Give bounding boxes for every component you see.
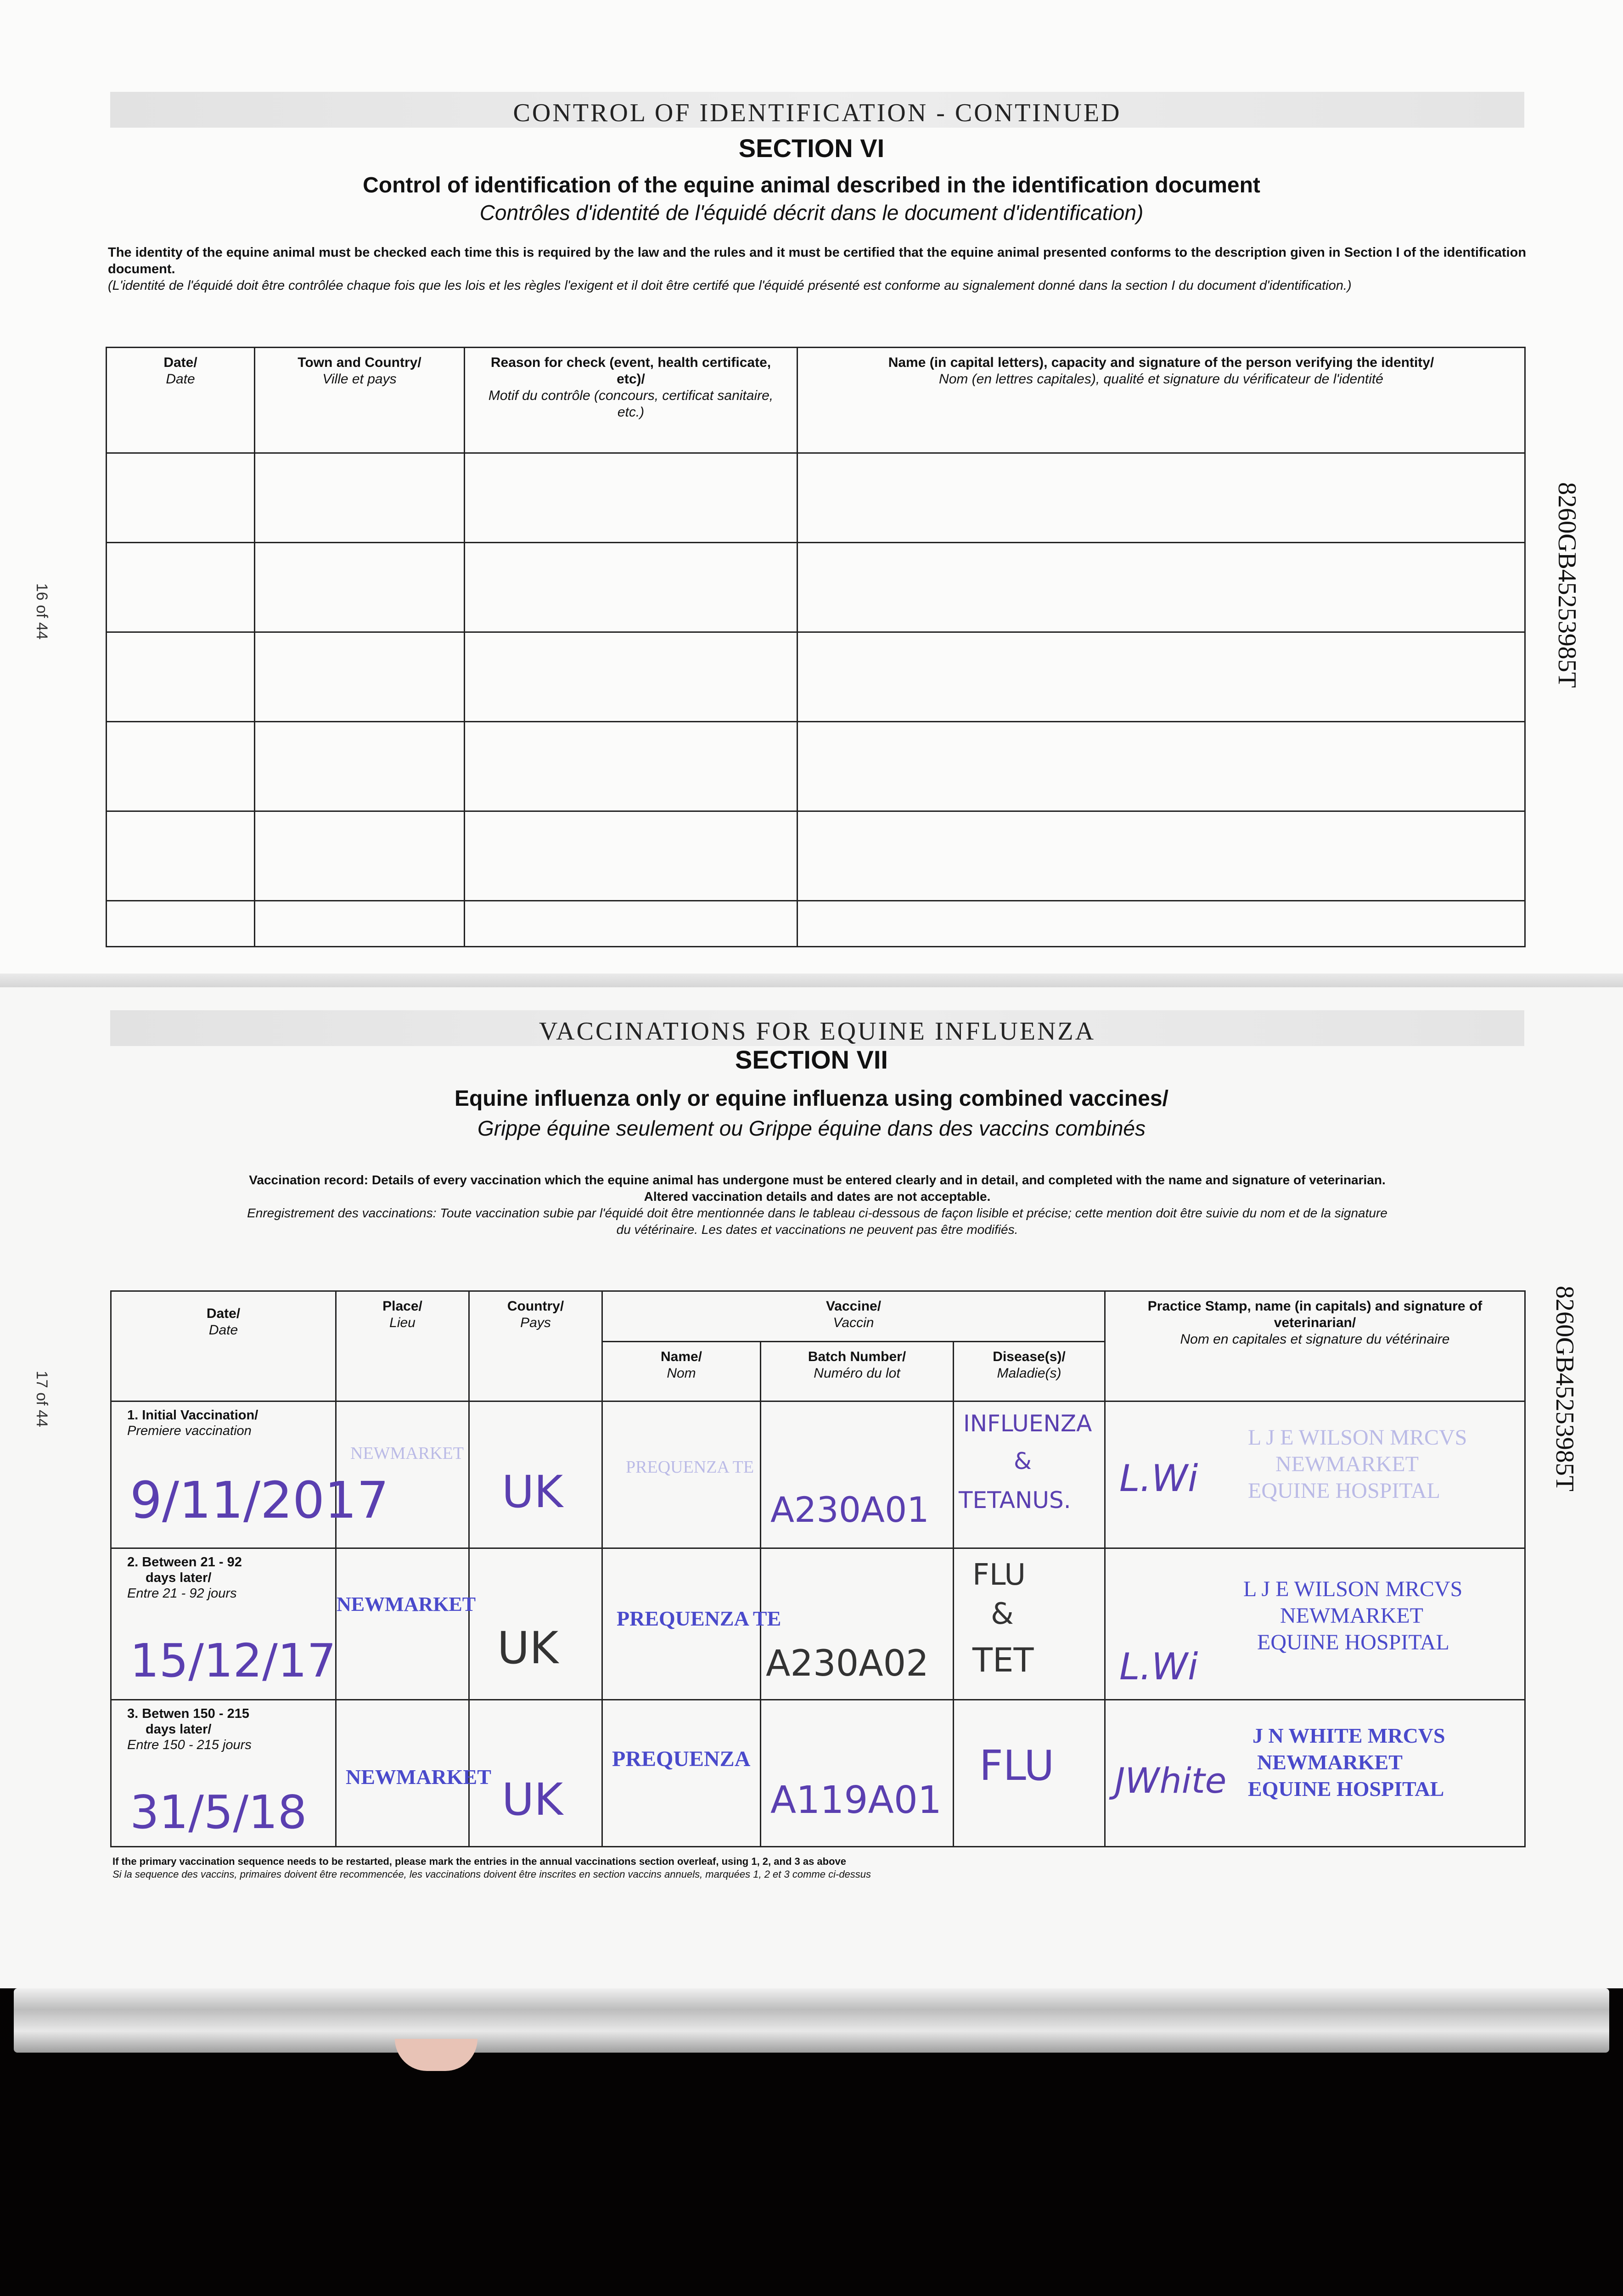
cell-reason[interactable]	[465, 453, 797, 543]
col-name-header: Name/ Nom	[602, 1342, 761, 1401]
cell-reason[interactable]	[465, 543, 797, 632]
cell-vaccine-name[interactable]	[602, 1700, 761, 1847]
cell-town[interactable]	[255, 722, 465, 811]
handwritten-disease-3: TETANUS.	[959, 1487, 1071, 1514]
handwritten-disease-2: &	[1014, 1448, 1032, 1474]
handwritten-date: 9/11/2017	[130, 1471, 389, 1530]
cell-reason[interactable]	[465, 901, 797, 947]
section-vi-banner	[110, 92, 1524, 128]
identity-check-table	[106, 347, 1526, 947]
cell-date[interactable]: 2. Between 21 - 92 days later/ Entre 21 - 92 jours 15/12/17	[111, 1548, 336, 1700]
cell-place[interactable]	[336, 1700, 491, 1847]
identity-check-row	[107, 901, 1525, 947]
footnote-fr: Si la sequence des vaccins, primaires doivent être recommencée, les vaccinations doivent être inscrites en section vaccins annuels, marquées 1, 2 et 3 comme ci-dessus	[112, 1868, 871, 1880]
col-date-header: Date/ Date	[111, 1291, 336, 1401]
cell-reason[interactable]	[465, 722, 797, 811]
place-stamp: NEWMARKET	[337, 1593, 476, 1615]
section-vii-intro-fr-2: du vétérinaire. Les dates et vaccinations ne peuvent pas être modifiés.	[616, 1222, 1018, 1237]
cell-disease[interactable]	[954, 1700, 1105, 1847]
cell-date[interactable]	[107, 811, 255, 901]
vaccination-footnote	[112, 1855, 1490, 1881]
vet-signature: JWhite	[1115, 1760, 1227, 1801]
cell-name[interactable]	[797, 722, 1525, 811]
col-date-header: Date/ Date	[107, 348, 255, 453]
section-vi-title: SECTION VI	[738, 134, 885, 163]
vaccination-header-row-1	[111, 1291, 1525, 1342]
passport-number-top: 8260GB45253985T	[1553, 482, 1581, 688]
section-vii-heading-fr: Grippe équine seulement ou Grippe équine dans des vaccins combinés	[477, 1116, 1146, 1140]
section-vii-intro-fr-1: Enregistrement des vaccinations: Toute vaccination subie par l'équidé doit être mentionnée dans le tableau ci-dessous de façon lisible et précise; cette mention doit être suivie du nom et de la signature	[247, 1206, 1387, 1220]
cell-reason[interactable]	[465, 632, 797, 722]
handwritten-disease-1: INFLUENZA	[963, 1410, 1092, 1437]
section-vi-heading-fr: Contrôles d'identité de l'équidé décrit dans le document d'identification)	[479, 201, 1144, 225]
cover-edge	[14, 1988, 1609, 2053]
handwritten-batch: A230A01	[770, 1489, 929, 1530]
cell-disease[interactable]	[954, 1401, 1105, 1548]
col-vaccine-header: Vaccine/ Vaccin	[602, 1291, 1105, 1342]
handwritten-country: UK	[497, 1622, 559, 1674]
cell-vaccine-name[interactable]	[602, 1548, 781, 1700]
cell-reason[interactable]	[465, 811, 797, 901]
vaccine-stamp: PREQUENZA	[612, 1747, 751, 1771]
cell-name[interactable]	[797, 543, 1525, 632]
col-batch-header: Batch Number/ Numéro du lot	[761, 1342, 954, 1401]
col-reason-header: Reason for check (event, health certificate, etc)/ Motif du contrôle (concours, certificat sanitaire, etc.)	[465, 348, 797, 453]
handwritten-batch: A230A02	[766, 1643, 929, 1684]
vet-stamp-line-1: L J E WILSON MRCVS	[1248, 1425, 1467, 1450]
identity-check-row	[107, 632, 1525, 722]
cell-date[interactable]	[107, 901, 255, 947]
cell-vet-stamp[interactable]	[1105, 1401, 1525, 1548]
col-town-header: Town and Country/ Ville et pays	[255, 348, 465, 453]
vet-stamp-line-2: NEWMARKET	[1280, 1604, 1423, 1628]
section-vi-intro-en: The identity of the equine animal must be checked each time this is required by the law and the rules and it must be certified that the equine animal presented conforms to the description given in Section I of the identification document.	[108, 245, 1527, 276]
page-label-17: 17 of 44	[33, 1371, 51, 1427]
cell-date[interactable]: 1. Initial Vaccination/ Premiere vaccination 9/11/2017	[111, 1401, 336, 1548]
passport-number-bottom: 8260GB45253985T	[1550, 1286, 1579, 1491]
vet-stamp-line-1: L J E WILSON MRCVS	[1243, 1577, 1463, 1601]
vaccination-row	[111, 1401, 1525, 1548]
section-vi-intro	[108, 244, 1527, 294]
cell-town[interactable]	[255, 811, 465, 901]
cell-name[interactable]	[797, 453, 1525, 543]
vaccine-stamp: PREQUENZA TE	[626, 1458, 754, 1477]
cell-date[interactable]: 3. Betwen 150 - 215 days later/ Entre 150 - 215 jours 31/5/18	[111, 1700, 336, 1847]
vet-stamp-line-3: EQUINE HOSPITAL	[1248, 1479, 1440, 1503]
handwritten-country: UK	[502, 1466, 563, 1518]
col-disease-header: Disease(s)/ Maladie(s)	[954, 1342, 1105, 1401]
section-vi-banner-text: CONTROL OF IDENTIFICATION - CONTINUED	[513, 99, 1122, 127]
section-vii-banner-text: VACCINATIONS FOR EQUINE INFLUENZA	[539, 1017, 1096, 1046]
section-vii-title: SECTION VII	[735, 1045, 888, 1074]
vet-stamp-line-3: EQUINE HOSPITAL	[1248, 1777, 1444, 1801]
identity-check-row	[107, 722, 1525, 811]
cell-country[interactable]	[469, 1401, 602, 1548]
identity-check-row	[107, 453, 1525, 543]
vet-stamp-line-2: NEWMARKET	[1257, 1750, 1403, 1774]
handwritten-disease-1: FLU	[972, 1558, 1026, 1592]
cell-country[interactable]	[469, 1700, 602, 1847]
identity-check-row	[107, 811, 1525, 901]
cell-place[interactable]	[336, 1401, 469, 1548]
cell-name[interactable]	[797, 811, 1525, 901]
cell-batch[interactable]	[761, 1401, 954, 1548]
section-vii-intro	[108, 1172, 1527, 1238]
section-vi-intro-fr: (L'identité de l'équidé doit être contrôlée chaque fois que les lois et les règles l'exigent et il doit être certifé que l'équidé présenté est conforme au signalement donné dans la section I du document d'identification.)	[108, 278, 1352, 293]
vet-signature: L.Wi	[1119, 1645, 1198, 1688]
cell-town[interactable]	[255, 901, 465, 947]
vet-stamp-line-3: EQUINE HOSPITAL	[1257, 1630, 1449, 1654]
cell-batch[interactable]	[761, 1548, 954, 1700]
cell-vaccine-name[interactable]	[602, 1401, 761, 1548]
section-vii-intro-en-1: Vaccination record: Details of every vaccination which the equine animal has undergone must be entered clearly and in detail, and completed with the name and signature of veterinarian.	[249, 1173, 1386, 1187]
cell-vet-stamp[interactable]	[1105, 1700, 1525, 1847]
cell-place[interactable]	[336, 1548, 476, 1700]
identity-check-row	[107, 543, 1525, 632]
cell-town[interactable]	[255, 543, 465, 632]
handwritten-disease-3: TET	[972, 1641, 1034, 1679]
place-stamp: NEWMARKET	[346, 1765, 491, 1789]
handwritten-date: 31/5/18	[130, 1785, 307, 1839]
col-country-header: Country/ Pays	[469, 1291, 602, 1401]
place-stamp: NEWMARKET	[350, 1444, 464, 1463]
cell-batch[interactable]	[761, 1700, 954, 1847]
handwritten-batch: A119A01	[770, 1778, 942, 1822]
cell-name[interactable]	[797, 632, 1525, 722]
handwritten-date: 15/12/17	[130, 1634, 337, 1688]
page-label-16: 16 of 44	[33, 583, 51, 640]
vet-stamp-line-2: NEWMARKET	[1275, 1452, 1419, 1476]
cell-date[interactable]	[107, 632, 255, 722]
col-stamp-header: Practice Stamp, name (in capitals) and signature of veterinarian/ Nom en capitales et signature du vétérinaire	[1105, 1291, 1525, 1401]
cell-date[interactable]	[107, 543, 255, 632]
vet-signature: L.Wi	[1119, 1457, 1198, 1500]
cell-date[interactable]	[107, 453, 255, 543]
handwritten-disease-1: FLU	[979, 1742, 1055, 1790]
col-name-header: Name (in capital letters), capacity and signature of the person verifying the identity/ Nom (en lettres capitales), qualité et signature du vérificateur de l'identité	[797, 348, 1525, 453]
vaccination-table	[110, 1290, 1526, 1847]
cell-country[interactable]	[469, 1548, 602, 1700]
section-vii-intro-en-2: Altered vaccination details and dates are not acceptable.	[644, 1189, 991, 1204]
cell-town[interactable]	[255, 453, 465, 543]
section-vii-heading-en: Equine influenza only or equine influenza using combined vaccines/	[455, 1086, 1168, 1111]
handwritten-disease-2: &	[991, 1597, 1014, 1631]
section-vi-heading-en: Control of identification of the equine animal described in the identification document	[363, 173, 1260, 197]
col-place-header: Place/ Lieu	[336, 1291, 469, 1401]
vaccination-row	[111, 1548, 1525, 1700]
cell-disease[interactable]	[954, 1548, 1105, 1700]
vaccination-row	[111, 1700, 1525, 1847]
cell-town[interactable]	[255, 632, 465, 722]
section-vii-banner	[110, 1010, 1524, 1046]
cell-name[interactable]	[797, 901, 1525, 947]
handwritten-country: UK	[502, 1774, 563, 1825]
vet-stamp-line-1: J N WHITE MRCVS	[1252, 1724, 1445, 1747]
cell-vet-stamp[interactable]	[1105, 1548, 1525, 1700]
vaccine-stamp: PREQUENZA TE	[617, 1607, 781, 1630]
footnote-en: If the primary vaccination sequence needs to be restarted, please mark the entries in the annual vaccinations section overleaf, using 1, 2, and 3 as above	[112, 1856, 847, 1867]
cell-date[interactable]	[107, 722, 255, 811]
identity-check-header-row	[107, 348, 1525, 453]
